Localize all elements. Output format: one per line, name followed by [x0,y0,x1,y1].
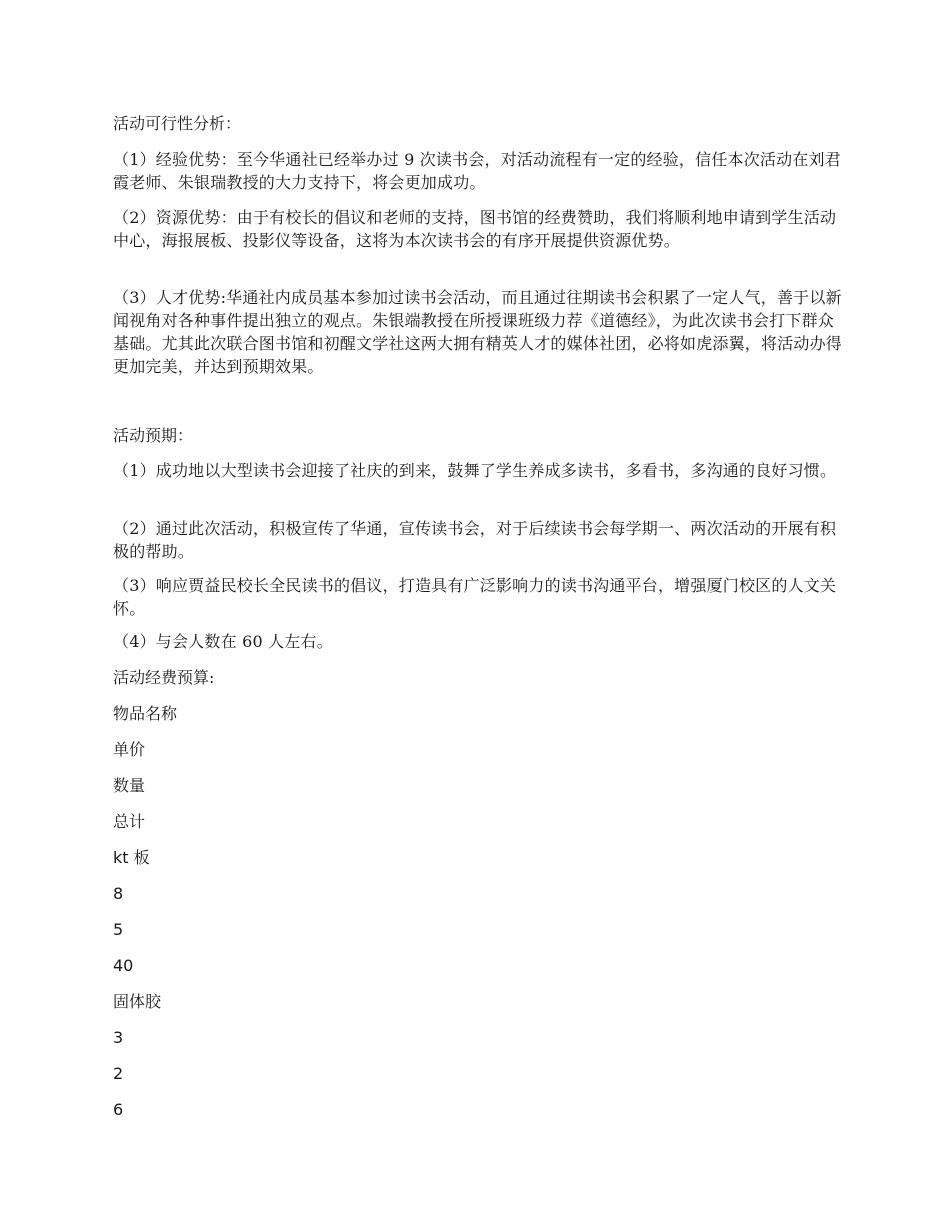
budget-heading: 活动经费预算: [113,668,215,687]
budget-cell: 6 [113,1100,124,1119]
budget-cell: 8 [113,884,124,903]
expectation-item-4: （4）与会人数在 60 人左右。 [113,632,333,651]
budget-cell: 3 [113,1028,124,1047]
budget-cell: 物品名称 [113,704,178,723]
budget-cell: 总计 [113,812,146,831]
feasibility-item-3: （3）人才优势:华通社内成员基本参加过读书会活动，而且通过往期读书会积累了一定人气，善于以新闻视角对各种事件提出独立的观点。朱银端教授在所授课班级力荐《道德经》，为此次读书会打下群众基础。尤其此次联合图书馆和初醒文学社这两大拥有精英人才的媒体社团，必将如虎添翼，将活动办得更加完美，并达到预期效果。 [113,288,843,376]
expectation-heading: 活动预期： [113,426,194,445]
feasibility-item-2: （2）资源优势：由于有校长的倡议和老师的支持，图书馆的经费赞助，我们将顺利地申请到学生活动中心，海报展板、投影仪等设备，这将为本次读书会的有序开展提供资源优势。 [113,208,837,250]
budget-cell: 单价 [113,740,146,759]
expectation-item-3: （3）响应贾益民校长全民读书的倡议，打造具有广泛影响力的读书沟通平台，增强厦门校区的人文关怀。 [113,576,837,618]
expectation-item-2: （2）通过此次活动，积极宣传了华通，宣传读书会，对于后续读书会每学期一、两次活动的开展有积极的帮助。 [113,519,837,561]
feasibility-heading: 活动可行性分析： [113,114,242,133]
budget-cell: 40 [113,956,134,975]
expectation-item-1: （1）成功地以大型读书会迎接了社庆的到来，鼓舞了学生养成多读书，多看书，多沟通的良好习惯。 [113,461,837,480]
budget-cell: 5 [113,920,124,939]
budget-cell: 2 [113,1064,124,1083]
budget-cell: 数量 [113,776,146,795]
feasibility-item-1: （1）经验优势：至今华通社已经举办过 9 次读书会，对活动流程有一定的经验，信任本次活动在刘君霞老师、朱银瑞教授的大力支持下，将会更加成功。 [113,150,841,192]
budget-cell: 固体胶 [113,992,162,1011]
budget-cell: kt 板 [113,848,150,867]
